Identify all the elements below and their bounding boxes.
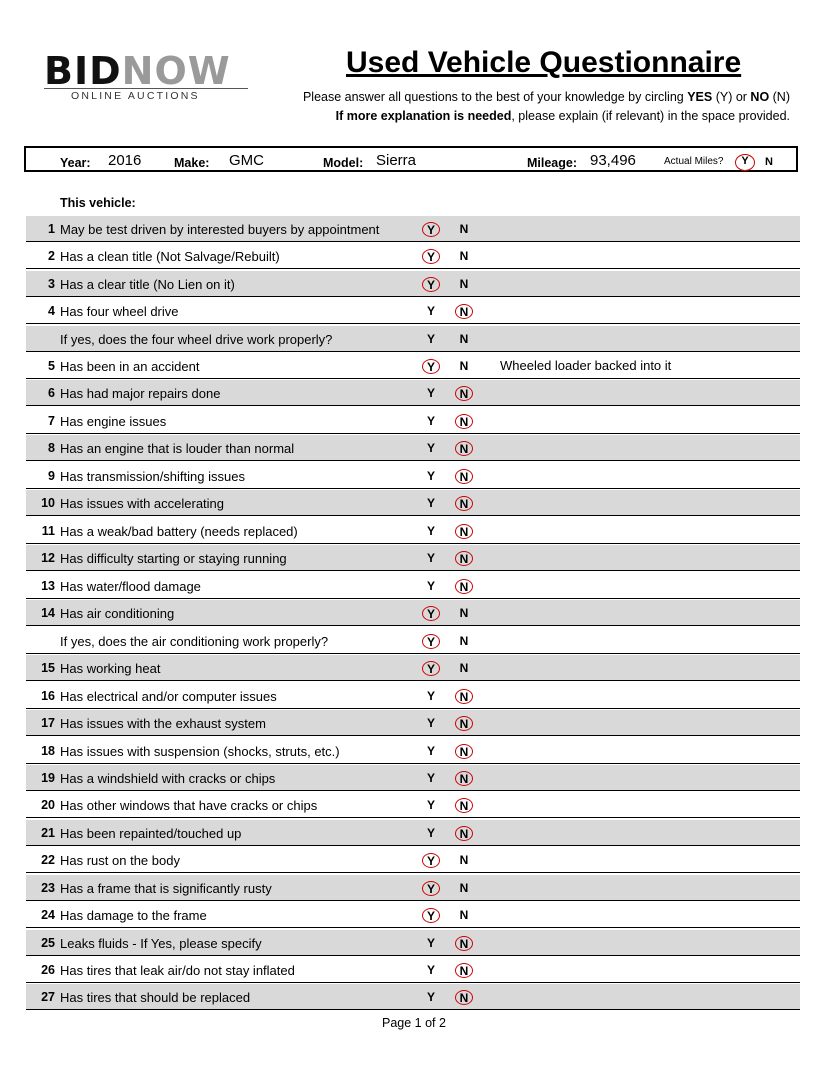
actual-miles-no: N bbox=[765, 156, 773, 168]
answer-yes: Y bbox=[422, 277, 440, 292]
question-text: Has an engine that is louder than normal bbox=[60, 441, 295, 456]
question-row bbox=[26, 902, 800, 928]
question-text: Has a clear title (No Lien on it) bbox=[60, 277, 235, 292]
question-text: May be test driven by interested buyers by appointment bbox=[60, 222, 380, 237]
question-row bbox=[26, 518, 800, 544]
question-row bbox=[26, 683, 800, 709]
question-text: Has tires that should be replaced bbox=[60, 990, 251, 1005]
instructions-line-1 bbox=[200, 90, 790, 104]
instr-explain-rest: , please explain (if relevant) in the space provided. bbox=[511, 109, 790, 123]
answer-yes: Y bbox=[426, 414, 435, 428]
question-number: 17 bbox=[41, 716, 55, 730]
question-number: 22 bbox=[41, 853, 55, 867]
question-number: 4 bbox=[48, 304, 55, 318]
question-number: 26 bbox=[41, 963, 55, 977]
question-text: Has a windshield with cracks or chips bbox=[60, 771, 276, 786]
page-number: Page 1 of 2 bbox=[382, 1016, 446, 1030]
question-number: 23 bbox=[41, 881, 55, 895]
question-text: Has issues with suspension (shocks, struts, etc.) bbox=[60, 744, 340, 759]
question-row bbox=[26, 353, 800, 379]
answer-no: N bbox=[455, 826, 473, 841]
make-value: GMC bbox=[229, 152, 264, 169]
instr-yes: YES bbox=[687, 90, 713, 104]
answer-no: N bbox=[459, 606, 469, 620]
answer-no: N bbox=[455, 990, 473, 1005]
answer-yes: Y bbox=[426, 496, 435, 510]
instr-post: (N) bbox=[769, 90, 790, 104]
answer-yes: Y bbox=[426, 579, 435, 593]
question-number: 20 bbox=[41, 798, 55, 812]
question-row bbox=[26, 573, 800, 599]
answer-yes: Y bbox=[426, 771, 435, 785]
question-row bbox=[26, 984, 800, 1010]
answer-no: N bbox=[459, 661, 469, 675]
question-number: 5 bbox=[48, 359, 55, 373]
answer-no: N bbox=[455, 689, 473, 704]
question-number: 27 bbox=[41, 990, 55, 1004]
question-text: Has working heat bbox=[60, 661, 161, 676]
question-text: Has water/flood damage bbox=[60, 579, 201, 594]
answer-yes: Y bbox=[426, 386, 435, 400]
instr-pre: Please answer all questions to the best of your knowledge by circling bbox=[302, 90, 688, 104]
question-text: If yes, does the air conditioning work properly? bbox=[60, 634, 329, 649]
question-text: Has issues with the exhaust system bbox=[60, 716, 266, 731]
answer-no: N bbox=[459, 634, 469, 648]
answer-no: N bbox=[459, 332, 469, 346]
answer-no: N bbox=[455, 524, 473, 539]
question-number: 24 bbox=[41, 908, 55, 922]
logo-tagline: ONLINE AUCTIONS bbox=[71, 90, 200, 102]
answer-yes: Y bbox=[422, 908, 440, 923]
answer-no: N bbox=[459, 222, 469, 236]
mileage-label: Mileage: bbox=[527, 156, 578, 170]
question-text: Has issues with accelerating bbox=[60, 496, 225, 511]
question-row bbox=[26, 957, 800, 983]
question-text: Leaks fluids - If Yes, please specify bbox=[60, 936, 262, 951]
answer-yes: Y bbox=[426, 551, 435, 565]
answer-yes: Y bbox=[422, 634, 440, 649]
question-row bbox=[26, 298, 800, 324]
answer-yes: Y bbox=[426, 332, 435, 346]
answer-no: N bbox=[455, 414, 473, 429]
question-text: Has other windows that have cracks or chips bbox=[60, 798, 318, 813]
question-row bbox=[26, 600, 800, 626]
question-row bbox=[26, 545, 800, 571]
answer-no: N bbox=[455, 936, 473, 951]
question-number: 18 bbox=[41, 744, 55, 758]
answer-yes: Y bbox=[426, 936, 435, 950]
answer-no: N bbox=[455, 744, 473, 759]
question-number: 7 bbox=[48, 414, 55, 428]
instructions-line-2 bbox=[200, 109, 790, 123]
question-text: Has difficulty starting or staying running bbox=[60, 551, 287, 566]
answer-yes: Y bbox=[426, 990, 435, 1004]
question-text: Has transmission/shifting issues bbox=[60, 469, 245, 484]
question-row bbox=[26, 408, 800, 434]
question-number: 2 bbox=[48, 249, 55, 263]
question-row bbox=[26, 930, 800, 956]
question-number: 25 bbox=[41, 936, 55, 950]
question-row bbox=[26, 738, 800, 764]
answer-no: N bbox=[455, 469, 473, 484]
question-number: 10 bbox=[41, 496, 55, 510]
question-number: 16 bbox=[41, 689, 55, 703]
explanation-note: Wheeled loader backed into it bbox=[500, 358, 672, 373]
question-number: 21 bbox=[41, 826, 55, 840]
answer-yes: Y bbox=[422, 249, 440, 264]
question-number: 3 bbox=[48, 277, 55, 291]
question-text: Has engine issues bbox=[60, 414, 167, 429]
question-row bbox=[26, 820, 800, 846]
answer-yes: Y bbox=[422, 853, 440, 868]
question-text: Has had major repairs done bbox=[60, 386, 221, 401]
year-value: 2016 bbox=[108, 152, 142, 169]
answer-no: N bbox=[459, 853, 469, 867]
answer-yes: Y bbox=[426, 744, 435, 758]
answer-yes: Y bbox=[422, 881, 440, 896]
answer-no: N bbox=[459, 277, 469, 291]
vehicle-info-box bbox=[24, 146, 798, 172]
question-text: Has tires that leak air/do not stay inflated bbox=[60, 963, 295, 978]
question-row bbox=[26, 710, 800, 736]
answer-yes: Y bbox=[426, 469, 435, 483]
answer-yes: Y bbox=[422, 661, 440, 676]
question-row bbox=[26, 792, 800, 818]
answer-yes: Y bbox=[426, 716, 435, 730]
answer-yes: Y bbox=[422, 222, 440, 237]
question-row bbox=[26, 326, 800, 352]
question-row bbox=[26, 243, 800, 269]
section-label: This vehicle: bbox=[60, 196, 136, 210]
question-text: Has electrical and/or computer issues bbox=[60, 689, 277, 704]
question-row bbox=[26, 847, 800, 873]
question-text: Has air conditioning bbox=[60, 606, 175, 621]
actual-miles-label: Actual Miles? bbox=[664, 156, 724, 167]
answer-no: N bbox=[455, 496, 473, 511]
question-text: Has been repainted/touched up bbox=[60, 826, 242, 841]
instr-explain-bold: If more explanation is needed bbox=[335, 109, 512, 123]
instr-no: NO bbox=[750, 90, 770, 104]
question-text: Has been in an accident bbox=[60, 359, 200, 374]
instr-mid: (Y) or bbox=[712, 90, 751, 104]
question-text: Has a weak/bad battery (needs replaced) bbox=[60, 524, 298, 539]
question-row bbox=[26, 655, 800, 681]
model-label: Model: bbox=[323, 156, 364, 170]
logo-bid: BID bbox=[44, 49, 122, 93]
answer-yes: Y bbox=[426, 798, 435, 812]
bidnow-logo bbox=[44, 49, 248, 102]
question-row bbox=[26, 875, 800, 901]
question-number: 19 bbox=[41, 771, 55, 785]
question-text: If yes, does the four wheel drive work properly? bbox=[60, 332, 333, 347]
answer-yes: Y bbox=[426, 441, 435, 455]
question-number: 6 bbox=[48, 386, 55, 400]
answer-yes: Y bbox=[422, 606, 440, 621]
question-text: Has rust on the body bbox=[60, 853, 180, 868]
answer-yes: Y bbox=[422, 359, 440, 374]
answer-no: N bbox=[455, 441, 473, 456]
answer-no: N bbox=[459, 881, 469, 895]
answer-no: N bbox=[455, 771, 473, 786]
answer-yes: Y bbox=[426, 963, 435, 977]
question-number: 13 bbox=[41, 579, 55, 593]
question-number: 9 bbox=[48, 469, 55, 483]
answer-no: N bbox=[455, 716, 473, 731]
answer-no: N bbox=[459, 249, 469, 263]
question-row bbox=[26, 380, 800, 406]
page-title: Used Vehicle Questionnaire bbox=[346, 46, 742, 79]
question-row bbox=[26, 271, 800, 297]
question-row bbox=[26, 216, 800, 242]
question-text: Has a frame that is significantly rusty bbox=[60, 881, 272, 896]
answer-no: N bbox=[455, 798, 473, 813]
question-row bbox=[26, 765, 800, 791]
question-row bbox=[26, 435, 800, 461]
answer-yes: Y bbox=[426, 689, 435, 703]
answer-no: N bbox=[455, 579, 473, 594]
question-row bbox=[26, 628, 800, 654]
answer-no: N bbox=[455, 304, 473, 319]
logo-wordmark bbox=[44, 49, 248, 93]
question-text: Has damage to the frame bbox=[60, 908, 207, 923]
question-number: 8 bbox=[48, 441, 55, 455]
answer-no: N bbox=[455, 551, 473, 566]
answer-no: N bbox=[455, 386, 473, 401]
make-label: Make: bbox=[174, 156, 210, 170]
actual-miles-yes: Y bbox=[735, 154, 755, 171]
question-row bbox=[26, 490, 800, 516]
answer-no: N bbox=[455, 963, 473, 978]
answer-no: N bbox=[459, 359, 469, 373]
answer-yes: Y bbox=[426, 826, 435, 840]
question-number: 14 bbox=[41, 606, 55, 620]
answer-yes: Y bbox=[426, 304, 435, 318]
answer-no: N bbox=[459, 908, 469, 922]
model-value: Sierra bbox=[376, 152, 417, 169]
question-row bbox=[26, 463, 800, 489]
logo-divider bbox=[44, 88, 248, 89]
logo-now: NOW bbox=[121, 49, 231, 93]
question-number: 15 bbox=[41, 661, 55, 675]
question-text: Has four wheel drive bbox=[60, 304, 179, 319]
question-text: Has a clean title (Not Salvage/Rebuilt) bbox=[60, 249, 280, 264]
year-label: Year: bbox=[60, 156, 91, 170]
question-number: 1 bbox=[48, 222, 55, 236]
question-number: 12 bbox=[41, 551, 55, 565]
mileage-value: 93,496 bbox=[590, 152, 636, 169]
answer-yes: Y bbox=[426, 524, 435, 538]
question-number: 11 bbox=[41, 524, 55, 538]
